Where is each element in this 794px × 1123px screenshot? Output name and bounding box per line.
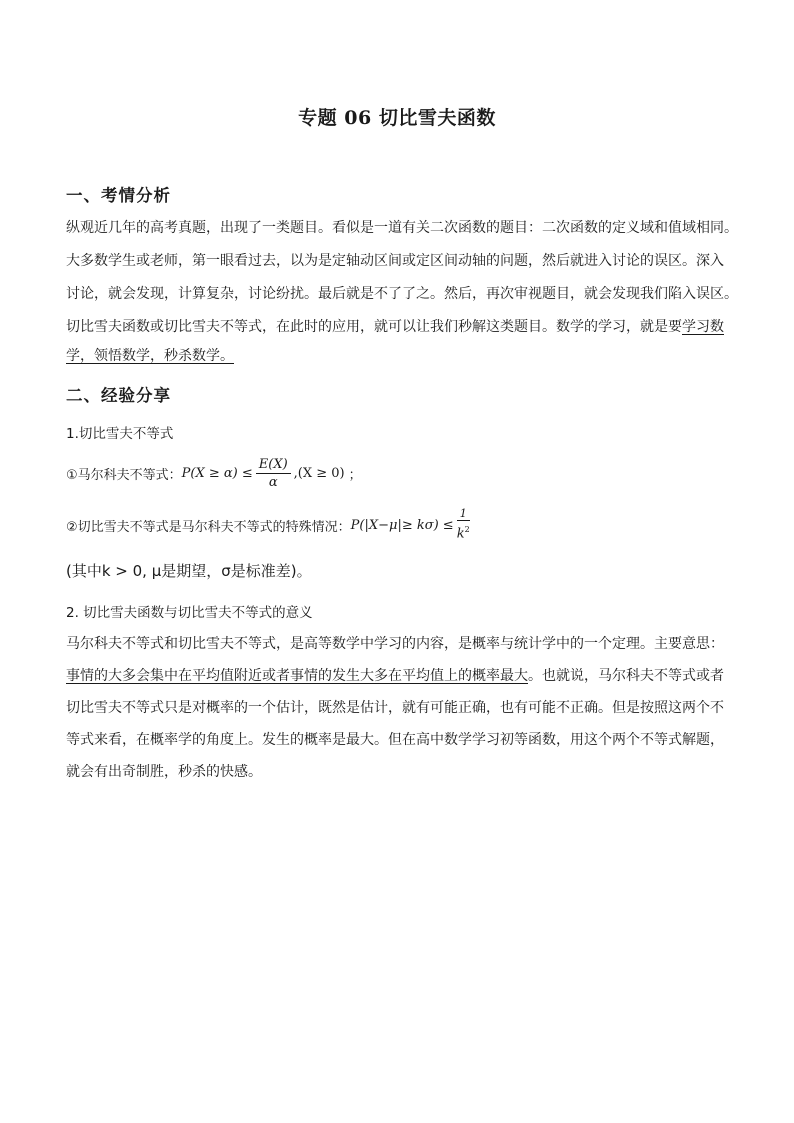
paragraph-line: 讨论，就会发现，计算复杂，讨论纷扰。最后就是不了了之。然后，再次审视题目，就会发现我们陷入误区。 (66, 286, 738, 302)
fraction-denominator: α (268, 475, 278, 490)
formula-lhs: P(|X−μ|≥ kσ) ≤ (350, 517, 454, 533)
paragraph-line: 就会有出奇制胜，秒杀的快感。 (66, 764, 262, 780)
denominator-exponent: 2 (464, 525, 470, 534)
formula-label: ②切比雪夫不等式是马尔科夫不等式的特殊情况： (66, 519, 351, 535)
paragraph-line (66, 316, 724, 336)
formula-condition: ,(X ≥ 0) (293, 466, 345, 481)
formula-end: ； (348, 468, 362, 483)
section-heading-experience: 二、经验分享 (66, 386, 171, 405)
chebyshev-inequality (66, 508, 473, 542)
paragraph-line (66, 345, 234, 365)
paragraph-text: 切比雪夫函数或切比雪夫不等式，在此时的应用，就可以让我们秒解这类题目。数学的学习，就是要 (66, 319, 682, 335)
underlined-text: 事情的大多会集中在平均值附近或者事情的发生大多在平均值上的概率最大 (66, 668, 528, 684)
paragraph-line (66, 665, 724, 685)
formula-label: ①马尔科夫不等式： (66, 468, 182, 483)
item-title: 2. 切比雪夫函数与切比雪夫不等式的意义 (66, 605, 313, 621)
paragraph-text: 。也就说，马尔科夫不等式或者 (528, 668, 724, 684)
item-title: 1.切比雪夫不等式 (66, 426, 174, 442)
formula-note: (其中k > 0, μ是期望，σ是标准差)。 (66, 562, 312, 580)
paragraph-line: 大多数学生或老师，第一眼看过去，以为是定轴动区间或定区间动轴的问题，然后就进入讨论的误区。深入 (66, 253, 724, 269)
fraction-numerator: 1 (459, 507, 467, 520)
paragraph-line: 马尔科夫不等式和切比雪夫不等式，是高等数学中学习的内容，是概率与统计学中的一个定理。主要意思： (66, 636, 724, 652)
section-heading-analysis: 一、考情分析 (66, 186, 171, 205)
underlined-text: 学，领悟数学，秒杀数学。 (66, 348, 234, 364)
formula-fraction (256, 456, 291, 491)
fraction-denominator (457, 521, 470, 542)
markov-inequality (66, 456, 362, 491)
formula-fraction (457, 508, 470, 542)
underlined-text: 学习数 (682, 319, 724, 335)
formula-lhs: P(X ≥ α) ≤ (181, 466, 253, 481)
fraction-numerator: E(X) (258, 457, 288, 472)
page-title: 专题 06 切比雪夫函数 (298, 107, 496, 129)
paragraph-line: 等式来看，在概率学的角度上。发生的概率是最大。但在高中数学学习初等函数，用这个两个不等式解题， (66, 732, 724, 748)
denominator-base: k (456, 526, 465, 542)
paragraph-line: 切比雪夫不等式只是对概率的一个估计，既然是估计，就有可能正确，也有可能不正确。但是按照这两个不 (66, 700, 724, 716)
paragraph-line: 纵观近几年的高考真题，出现了一类题目。看似是一道有关二次函数的题目：二次函数的定义域和值域相同。 (66, 220, 738, 236)
